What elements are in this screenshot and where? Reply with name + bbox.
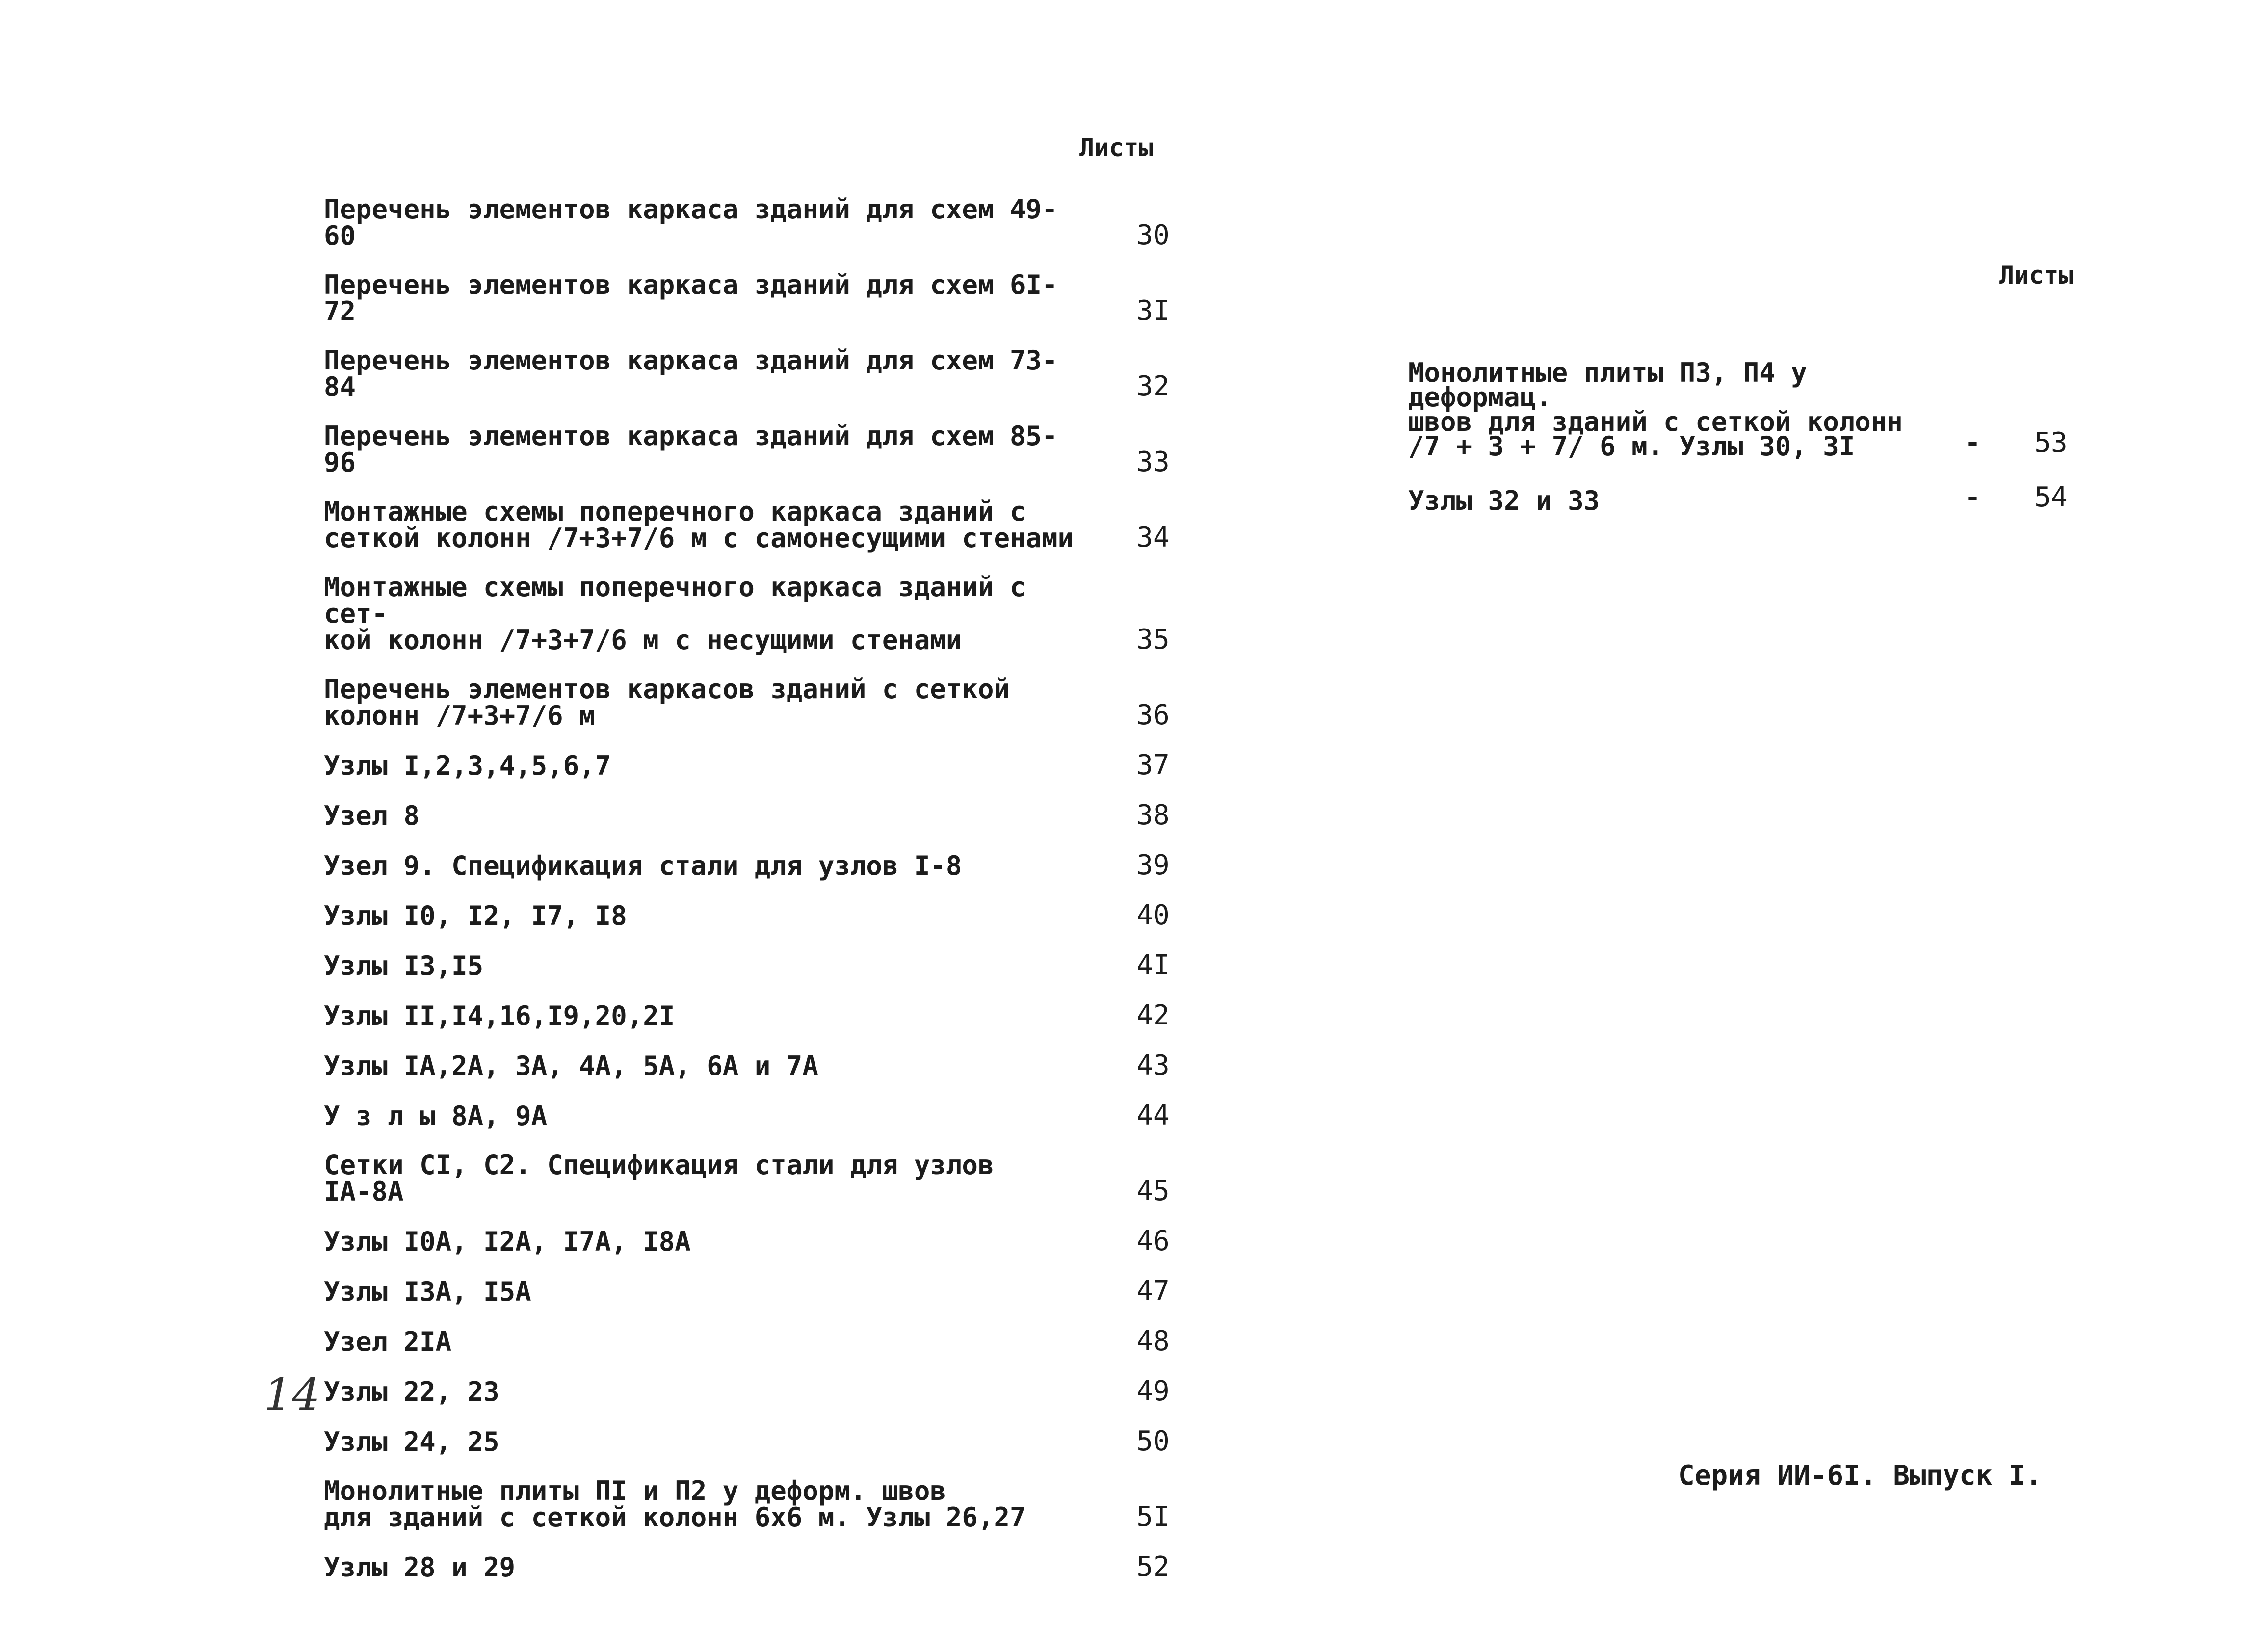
toc-entry-dash: -	[1964, 481, 1981, 513]
toc-entry	[324, 1275, 1183, 1307]
toc-entry	[324, 269, 1183, 327]
toc-entry	[324, 1553, 1183, 1581]
toc-entry	[324, 949, 1183, 981]
toc-entry-sheet-number: 43	[1136, 1049, 1170, 1081]
series-footer: Серия ИИ-6I. Выпуск I.	[1678, 1460, 2042, 1492]
toc-entry	[1408, 357, 2085, 462]
toc-entry-title: Узел 9. Спецификация стали для узлов I-8	[324, 850, 962, 881]
handwritten-page-number: 14	[264, 1369, 320, 1420]
toc-entry	[324, 574, 1183, 654]
toc-entry-title: Монтажные схемы поперечного каркаса зданий с сеткой колонн /7+3+7/6 м с самонесущими стенами	[324, 496, 1074, 553]
toc-entry-sheet-number: 5I	[1136, 1501, 1170, 1533]
right-contents-list	[1408, 357, 2085, 536]
toc-entry-sheet-number: 36	[1136, 699, 1170, 731]
toc-entry-title: Узлы 22, 23	[324, 1376, 499, 1407]
toc-entry	[1408, 481, 2085, 516]
toc-entry-sheet-number: 37	[1136, 749, 1170, 781]
toc-entry-sheet-number: 52	[1136, 1551, 1170, 1583]
toc-entry-sheet-number: 53	[2034, 427, 2068, 459]
toc-entry-title: Узлы I3,I5	[324, 950, 484, 981]
toc-entry-title: Перечень элементов каркасов зданий с сеткой колонн /7+3+7/6 м	[324, 674, 1010, 731]
toc-entry-title: Перечень элементов каркаса зданий для схем 49-60	[324, 194, 1058, 251]
toc-entry-title: Узлы I0A, I2A, I7A, I8A	[324, 1226, 691, 1257]
toc-entry	[324, 1225, 1183, 1257]
toc-entry-title: Узлы II,I4,16,I9,20,2I	[324, 1000, 675, 1031]
toc-entry-title: Монолитные плиты ПI и П2 у деформ. швов для зданий с сеткой колонн 6x6 м. Узлы 26,27	[324, 1475, 1026, 1533]
toc-entry	[324, 1049, 1183, 1081]
toc-entry	[324, 347, 1183, 400]
left-contents-list	[324, 196, 1183, 1603]
toc-entry-title: У з л ы 8A, 9A	[324, 1101, 548, 1131]
toc-entry-title: Узел 8	[324, 800, 420, 831]
right-sheets-header: Листы	[1999, 261, 2074, 289]
toc-entry-title: Перечень элементов каркаса зданий для схем 6I-72	[324, 269, 1058, 327]
toc-entry	[324, 849, 1183, 881]
toc-entry-sheet-number: 44	[1136, 1100, 1170, 1131]
toc-entry	[324, 498, 1183, 551]
toc-entry-title: Узлы I0, I2, I7, I8	[324, 900, 627, 931]
toc-entry-sheet-number: 35	[1136, 624, 1170, 656]
toc-entry-title: Узлы 32 и 33	[1408, 485, 1600, 516]
toc-entry	[324, 676, 1183, 729]
toc-entry-title: Узлы IA,2A, 3A, 4A, 5A, 6A и 7A	[324, 1050, 818, 1081]
toc-entry-sheet-number: 54	[2034, 481, 2068, 513]
toc-entry-sheet-number: 45	[1136, 1175, 1170, 1207]
toc-entry-sheet-number: 48	[1136, 1325, 1170, 1357]
toc-entry-title: Узел 2IA	[324, 1326, 452, 1357]
toc-entry	[324, 1475, 1183, 1533]
toc-entry	[324, 420, 1183, 478]
toc-entry	[324, 1425, 1183, 1457]
toc-entry-title: Монолитные плиты П3, П4 у деформац. швов для зданий с сеткой колонн /7 + 3 + 7/ 6 м. Узлы 30, 3I	[1408, 357, 1903, 462]
toc-entry-sheet-number: 50	[1136, 1425, 1170, 1457]
toc-entry-sheet-number: 34	[1136, 522, 1170, 553]
toc-entry-title: Перечень элементов каркаса зданий для схем 73-84	[324, 345, 1058, 402]
toc-entry	[324, 749, 1183, 781]
toc-entry-sheet-number: 4I	[1136, 949, 1170, 981]
toc-entry-sheet-number: 47	[1136, 1275, 1170, 1307]
toc-entry	[324, 899, 1183, 931]
toc-entry-sheet-number: 3I	[1136, 295, 1170, 327]
toc-entry-sheet-number: 39	[1136, 849, 1170, 881]
toc-entry-title: Узлы 24, 25	[324, 1426, 499, 1457]
toc-entry	[324, 1375, 1183, 1407]
toc-entry	[324, 799, 1183, 831]
toc-entry-title: Перечень элементов каркаса зданий для схем 85-96	[324, 420, 1058, 478]
toc-entry-dash: -	[1964, 427, 1981, 459]
toc-entry-sheet-number: 38	[1136, 799, 1170, 831]
toc-entry-sheet-number: 42	[1136, 999, 1170, 1031]
toc-entry-title: Узлы I,2,3,4,5,6,7	[324, 750, 611, 781]
toc-entry	[324, 1325, 1183, 1357]
toc-entry	[324, 196, 1183, 249]
toc-entry	[324, 999, 1183, 1031]
toc-entry-title: Узлы I3A, I5A	[324, 1276, 531, 1307]
toc-entry-title: Сетки CI, C2. Спецификация стали для узлов IA-8A	[324, 1150, 994, 1207]
toc-entry-sheet-number: 33	[1136, 446, 1170, 478]
left-sheets-header: Листы	[1079, 133, 1154, 162]
toc-entry-sheet-number: 30	[1136, 219, 1170, 251]
toc-entry-sheet-number: 49	[1136, 1375, 1170, 1407]
toc-entry-title: Узлы 28 и 29	[324, 1552, 516, 1583]
toc-entry-sheet-number: 32	[1136, 370, 1170, 402]
toc-entry-sheet-number: 46	[1136, 1225, 1170, 1257]
toc-entry-sheet-number: 40	[1136, 899, 1170, 931]
toc-entry	[324, 1102, 1183, 1129]
toc-entry	[324, 1152, 1183, 1205]
toc-entry-title: Монтажные схемы поперечного каркаса зданий с сет- кой колонн /7+3+7/6 м с несущими стенами	[324, 572, 1026, 656]
